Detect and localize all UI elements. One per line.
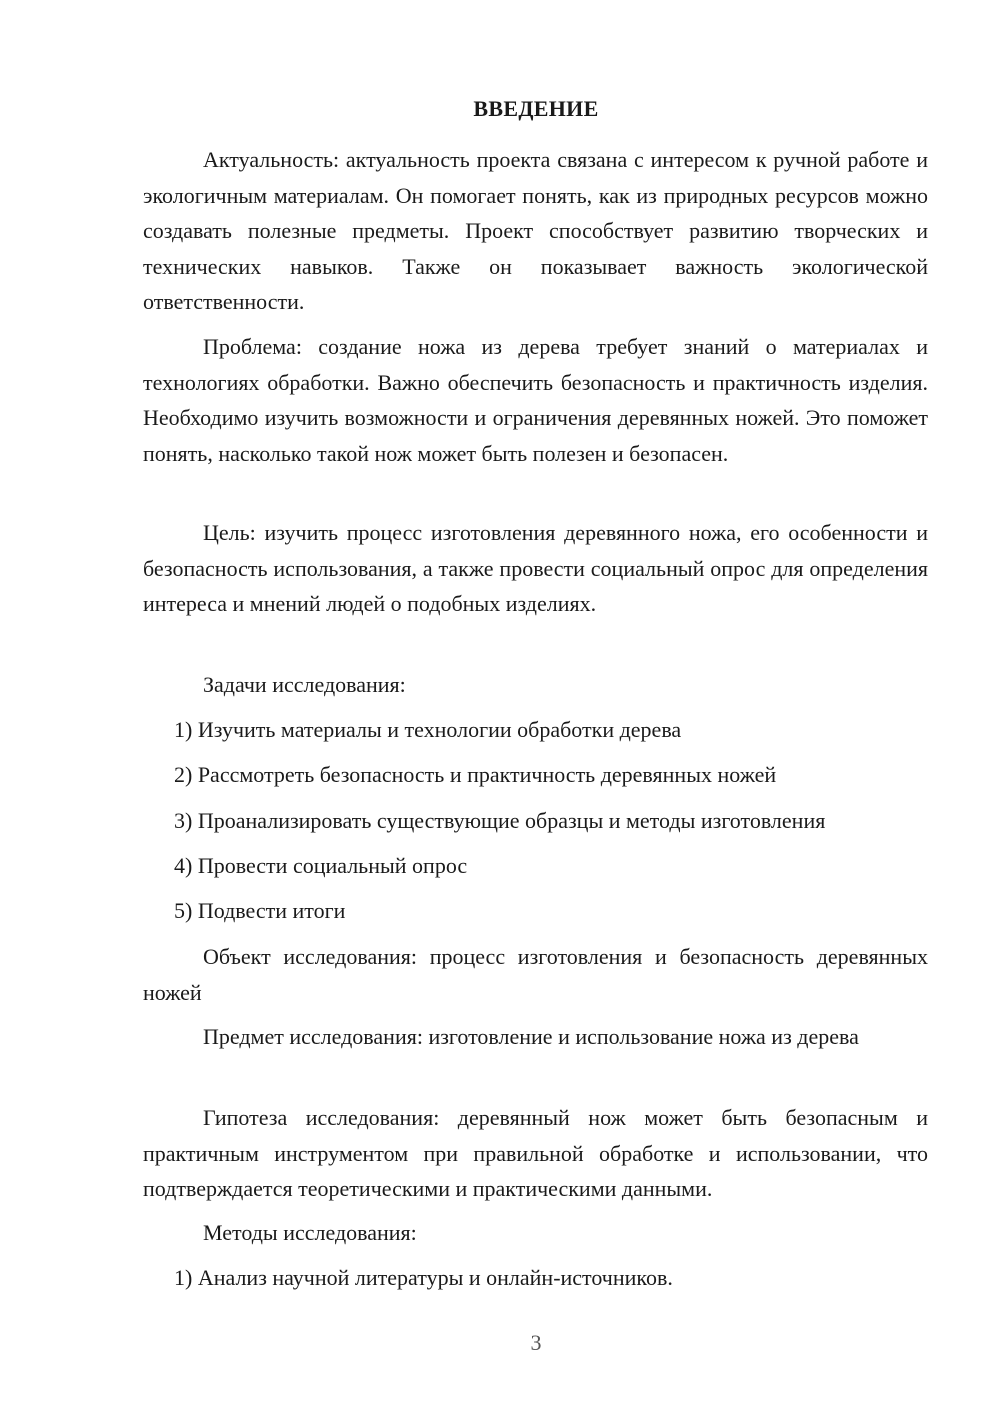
- task-item-2: 2) Рассмотреть безопасность и практичность деревянных ножей: [174, 762, 777, 787]
- paragraph-subject: Предмет исследования: изготовление и использование ножа из дерева: [203, 1024, 859, 1049]
- paragraph-object: Объект исследования: процесс изготовления и безопасность деревянных ножей: [143, 944, 928, 1005]
- paragraph-goal: Цель: изучить процесс изготовления деревянного ножа, его особенности и безопасность использования, а также провести социальный опрос для определения интереса и мнений людей о подобных изделиях.: [143, 520, 928, 616]
- section-title: ВВЕДЕНИЕ: [473, 96, 599, 121]
- paragraph-problem: Проблема: создание ножа из дерева требует знаний о материалах и технологиях обработки. Важно обеспечить безопасность и практичность изделия. Необходимо изучить возможности и ограничения деревянных ножей. Это поможет понять, насколько такой нож может быть полезен и безопасен.: [143, 334, 928, 466]
- task-item-3: 3) Проанализировать существующие образцы и методы изготовления: [174, 808, 826, 833]
- method-item-1: 1) Анализ научной литературы и онлайн-источников.: [174, 1265, 673, 1290]
- paragraph-relevance: Актуальность: актуальность проекта связана с интересом к ручной работе и экологичным материалам. Он помогает понять, как из природных ресурсов можно создавать полезные предметы. Проект способствует развитию творческих и технических навыков. Также он показывает важность экологической ответственности.: [143, 147, 928, 314]
- tasks-heading: Задачи исследования:: [203, 672, 406, 697]
- methods-heading: Методы исследования:: [203, 1220, 417, 1245]
- task-item-1: 1) Изучить материалы и технологии обработки дерева: [174, 717, 682, 742]
- page-number: 3: [530, 1330, 542, 1355]
- task-item-4: 4) Провести социальный опрос: [174, 853, 468, 878]
- paragraph-hypothesis: Гипотеза исследования: деревянный нож может быть безопасным и практичным инструментом при правильной обработке и использовании, что подтверждается теоретическими и практическими данными.: [143, 1105, 928, 1201]
- task-item-5: 5) Подвести итоги: [174, 898, 346, 923]
